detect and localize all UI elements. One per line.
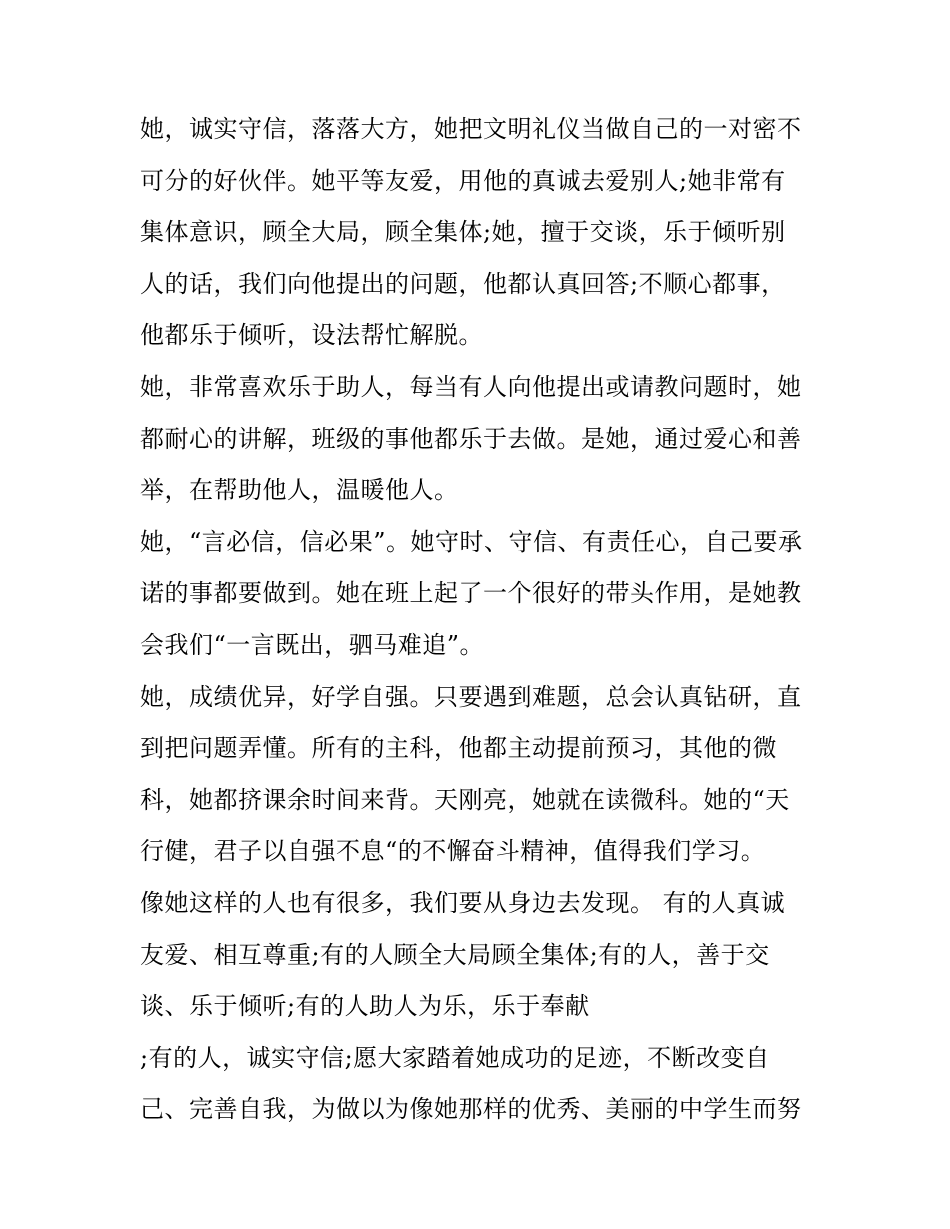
text-line-1: 她，诚实守信，落落大方，她把文明礼仪当做自己的一对密不 (140, 115, 802, 143)
text-line-18: 谈、乐于倾听;有的人助人为乐，乐于奉献 (140, 992, 590, 1021)
text-line-19: ;有的人，诚实守信;愿大家踏着她成功的足迹，不断改变自 (140, 1043, 770, 1072)
text-line-13: 到把问题弄懂。所有的主科，他都主动提前预习，其他的微 (140, 734, 777, 763)
text-line-8: 举，在帮助他人，温暖他人。 (140, 476, 459, 505)
text-line-14: 科，她都挤课余时间来背。天刚亮，她就在读微科。她的“天 (140, 785, 790, 814)
text-line-9: 她，“言必信，信必果”。她守时、守信、有责任心，自己要承 (140, 527, 803, 556)
text-line-4: 人的话，我们向他提出的问题，他都认真回答;不顺心都事， (140, 269, 786, 298)
text-line-7: 都耐心的讲解，班级的事他都乐于去做。是她，通过爱心和善 (140, 424, 802, 453)
text-line-3: 集体意识，顾全大局，顾全集体;她，擅于交谈，乐于倾听别 (140, 218, 786, 247)
text-line-11: 会我们“一言既出，驷马难追”。 (140, 630, 485, 659)
text-line-2: 可分的好伙伴。她平等友爱，用他的真诚去爱别人;她非常有 (140, 166, 786, 195)
text-line-5: 他都乐于倾听，设法帮忙解脱。 (140, 321, 483, 350)
text-line-10: 诺的事都要做到。她在班上起了一个很好的带头作用，是她教 (140, 579, 802, 608)
text-line-6: 她，非常喜欢乐于助人，每当有人向他提出或请教问题时，她 (140, 372, 802, 401)
text-line-15: 行健，君子以自强不息“的不懈奋斗精神，值得我们学习。 (140, 837, 766, 866)
document-body (140, 104, 820, 1136)
text-line-16: 像她这样的人也有很多，我们要从身边去发现。 有的人真诚 (140, 888, 786, 917)
text-line-17: 友爱、相互尊重;有的人顾全大局顾全集体;有的人，善于交 (140, 940, 770, 969)
text-line-20: 己、完善自我，为做以为像她那样的优秀、美丽的中学生而努 (140, 1095, 802, 1124)
text-line-12: 她，成绩优异，好学自强。只要遇到难题，总会认真钻研，直 (140, 682, 802, 711)
